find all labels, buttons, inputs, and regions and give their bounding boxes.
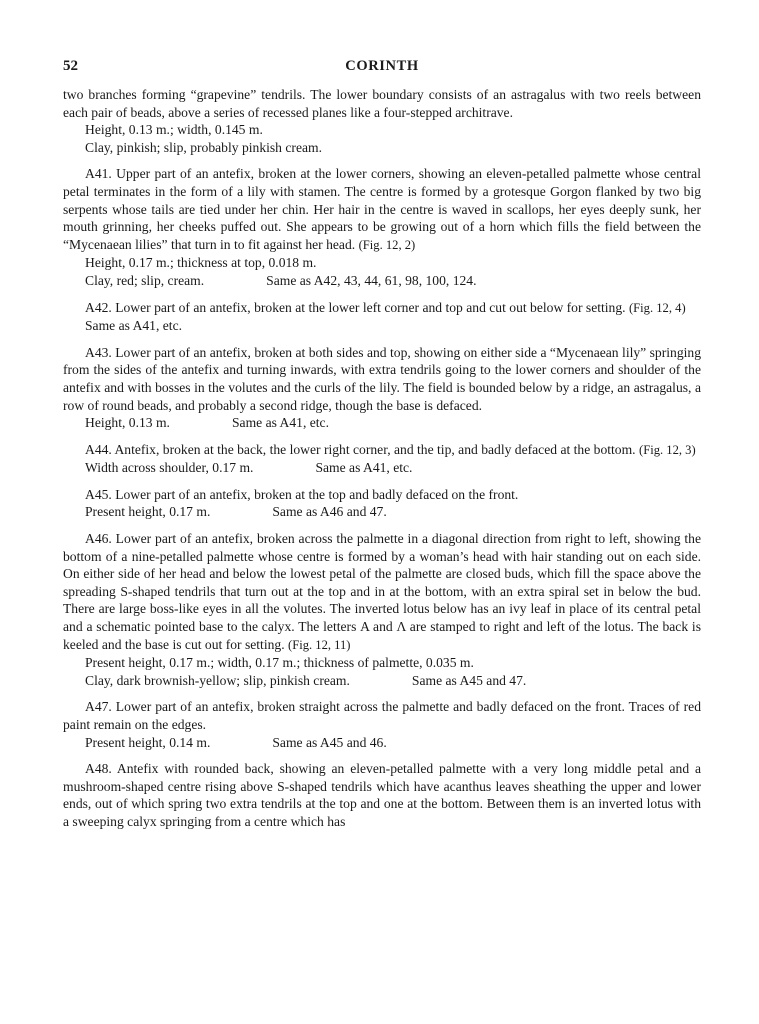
same-as-reference: Same as A46 and 47. <box>272 504 387 520</box>
figure-reference: (Fig. 12, 11) <box>288 637 351 652</box>
catalog-entry-a46 <box>63 530 701 689</box>
entry-text: A47. Lower part of an antefix, broken straight across the palmette and badly defaced on the front. Traces of red paint remain on the edges. <box>63 699 701 732</box>
catalog-entry-a41 <box>63 165 701 289</box>
continued-text: two branches forming “grapevine” tendrils. The lower boundary consists of an astragalus with two reels between each pair of beads, above a series of recessed planes like a four-stepped architrave. <box>63 87 701 120</box>
entry-text: A43. Lower part of an antefix, broken at both sides and top, showing on either side a “Mycenaean lily” springing from the sides of the antefix and turning inwards, with extra tendrils going to the lower corners and shoulder of the antefix and with bosses in the volutes and the curls of the lily. The field is bounded below by a ridge, an astragalus, a row of round beads, and probably a second ridge, though the base is defaced. <box>63 344 701 413</box>
entry-text: A42. Lower part of an antefix, broken at the lower left corner and top and cut out below for setting. <box>85 299 626 315</box>
same-as-reference: Same as A45 and 47. <box>411 672 527 688</box>
measurements: Height, 0.17 m.; thickness at top, 0.018 m. <box>85 255 317 271</box>
measurements: Width across shoulder, 0.17 m. <box>85 460 254 476</box>
clay-description: Clay, pinkish; slip, probably pinkish cream. <box>85 139 322 155</box>
clay-description: Clay, dark brownish-yellow; slip, pinkish cream. <box>85 672 350 688</box>
measurements: Present height, 0.17 m.; width, 0.17 m.; thickness of palmette, 0.035 m. <box>85 655 474 671</box>
page-number: 52 <box>63 58 78 74</box>
catalog-entry-a43 <box>63 344 701 432</box>
catalog-entry-a48 <box>63 760 701 830</box>
entry-text: A46. Lower part of an antefix, broken across the palmette in a diagonal direction from right to left, showing the bottom of a nine-petalled palmette whose centre is formed by a woman’s head with hair standing out on each side. On either side of her head and below the lowest petal of the palmette are closed buds, which fill the space above the spreading S-shaped tendrils that turn out at the top and in at the bottom, with an extra spiral set in below the bud. There are large boss-like eyes in all the volutes. The inverted lotus below has an ivy leaf in place of its central petal and a schematic pointed base to the calyx. The letters Α and Λ are stamped to right and left of the lotus. The back is keeled and the base is cut out for setting. <box>63 531 701 652</box>
entry-text: A44. Antefix, broken at the back, the lower right corner, and the tip, and badly defaced at the bottom. <box>85 441 636 457</box>
measurements: Present height, 0.14 m. <box>85 734 211 750</box>
figure-reference: (Fig. 12, 3) <box>639 442 696 457</box>
entry-text: A45. Lower part of an antefix, broken at the top and badly defaced on the front. <box>85 486 519 502</box>
catalog-entry-a44 <box>63 441 701 477</box>
catalog-entry-a42 <box>63 299 701 335</box>
catalog-entry-a47 <box>63 698 701 751</box>
same-as-reference: Same as A41, etc. <box>231 415 329 431</box>
entry-text: A48. Antefix with rounded back, showing an eleven-petalled palmette with a very long middle petal and a mushroom-shaped centre rising above S-shaped tendrils which have acanthus leaves sheathing the upper and lower ends, out of which spring two extra tendrils at the top and one at the bottom. Between them is an inverted lotus with a sweeping calyx springing from a centre which has <box>63 761 701 829</box>
running-head: CORINTH <box>345 58 419 74</box>
same-as-reference: Same as A45 and 46. <box>272 734 387 750</box>
clay-description: Clay, red; slip, cream. <box>85 272 205 288</box>
figure-reference: (Fig. 12, 4) <box>628 300 686 315</box>
entry-text: A41. Upper part of an antefix, broken at the lower corners, showing an eleven-petalled palmette whose central petal terminates in the form of a lily with stamen. The centre is formed by a grotesque Gorgon flanked by two big serpents whose tails are tied under her chin. Her hair in the centre is waved in scallops, her eyes deeply sunk, her mouth grinning, her cheeks puffed out. She appears to be growing out of a horn which fills the field between the “Mycenaean lilies” that turn in to fit against her head. <box>63 166 701 252</box>
same-as-reference: Same as A42, 43, 44, 61, 98, 100, 124. <box>266 272 477 288</box>
measurements: Height, 0.13 m.; width, 0.145 m. <box>85 122 263 138</box>
catalog-entry-a45 <box>63 486 701 521</box>
measurements: Height, 0.13 m. <box>85 415 170 431</box>
page-header <box>63 58 701 80</box>
same-as-reference: Same as A41, etc. <box>315 460 413 476</box>
same-as-reference: Same as A41, etc. <box>85 318 183 334</box>
measurements: Present height, 0.17 m. <box>85 504 211 520</box>
figure-reference: (Fig. 12, 2) <box>358 237 416 252</box>
continued-entry <box>63 86 701 156</box>
